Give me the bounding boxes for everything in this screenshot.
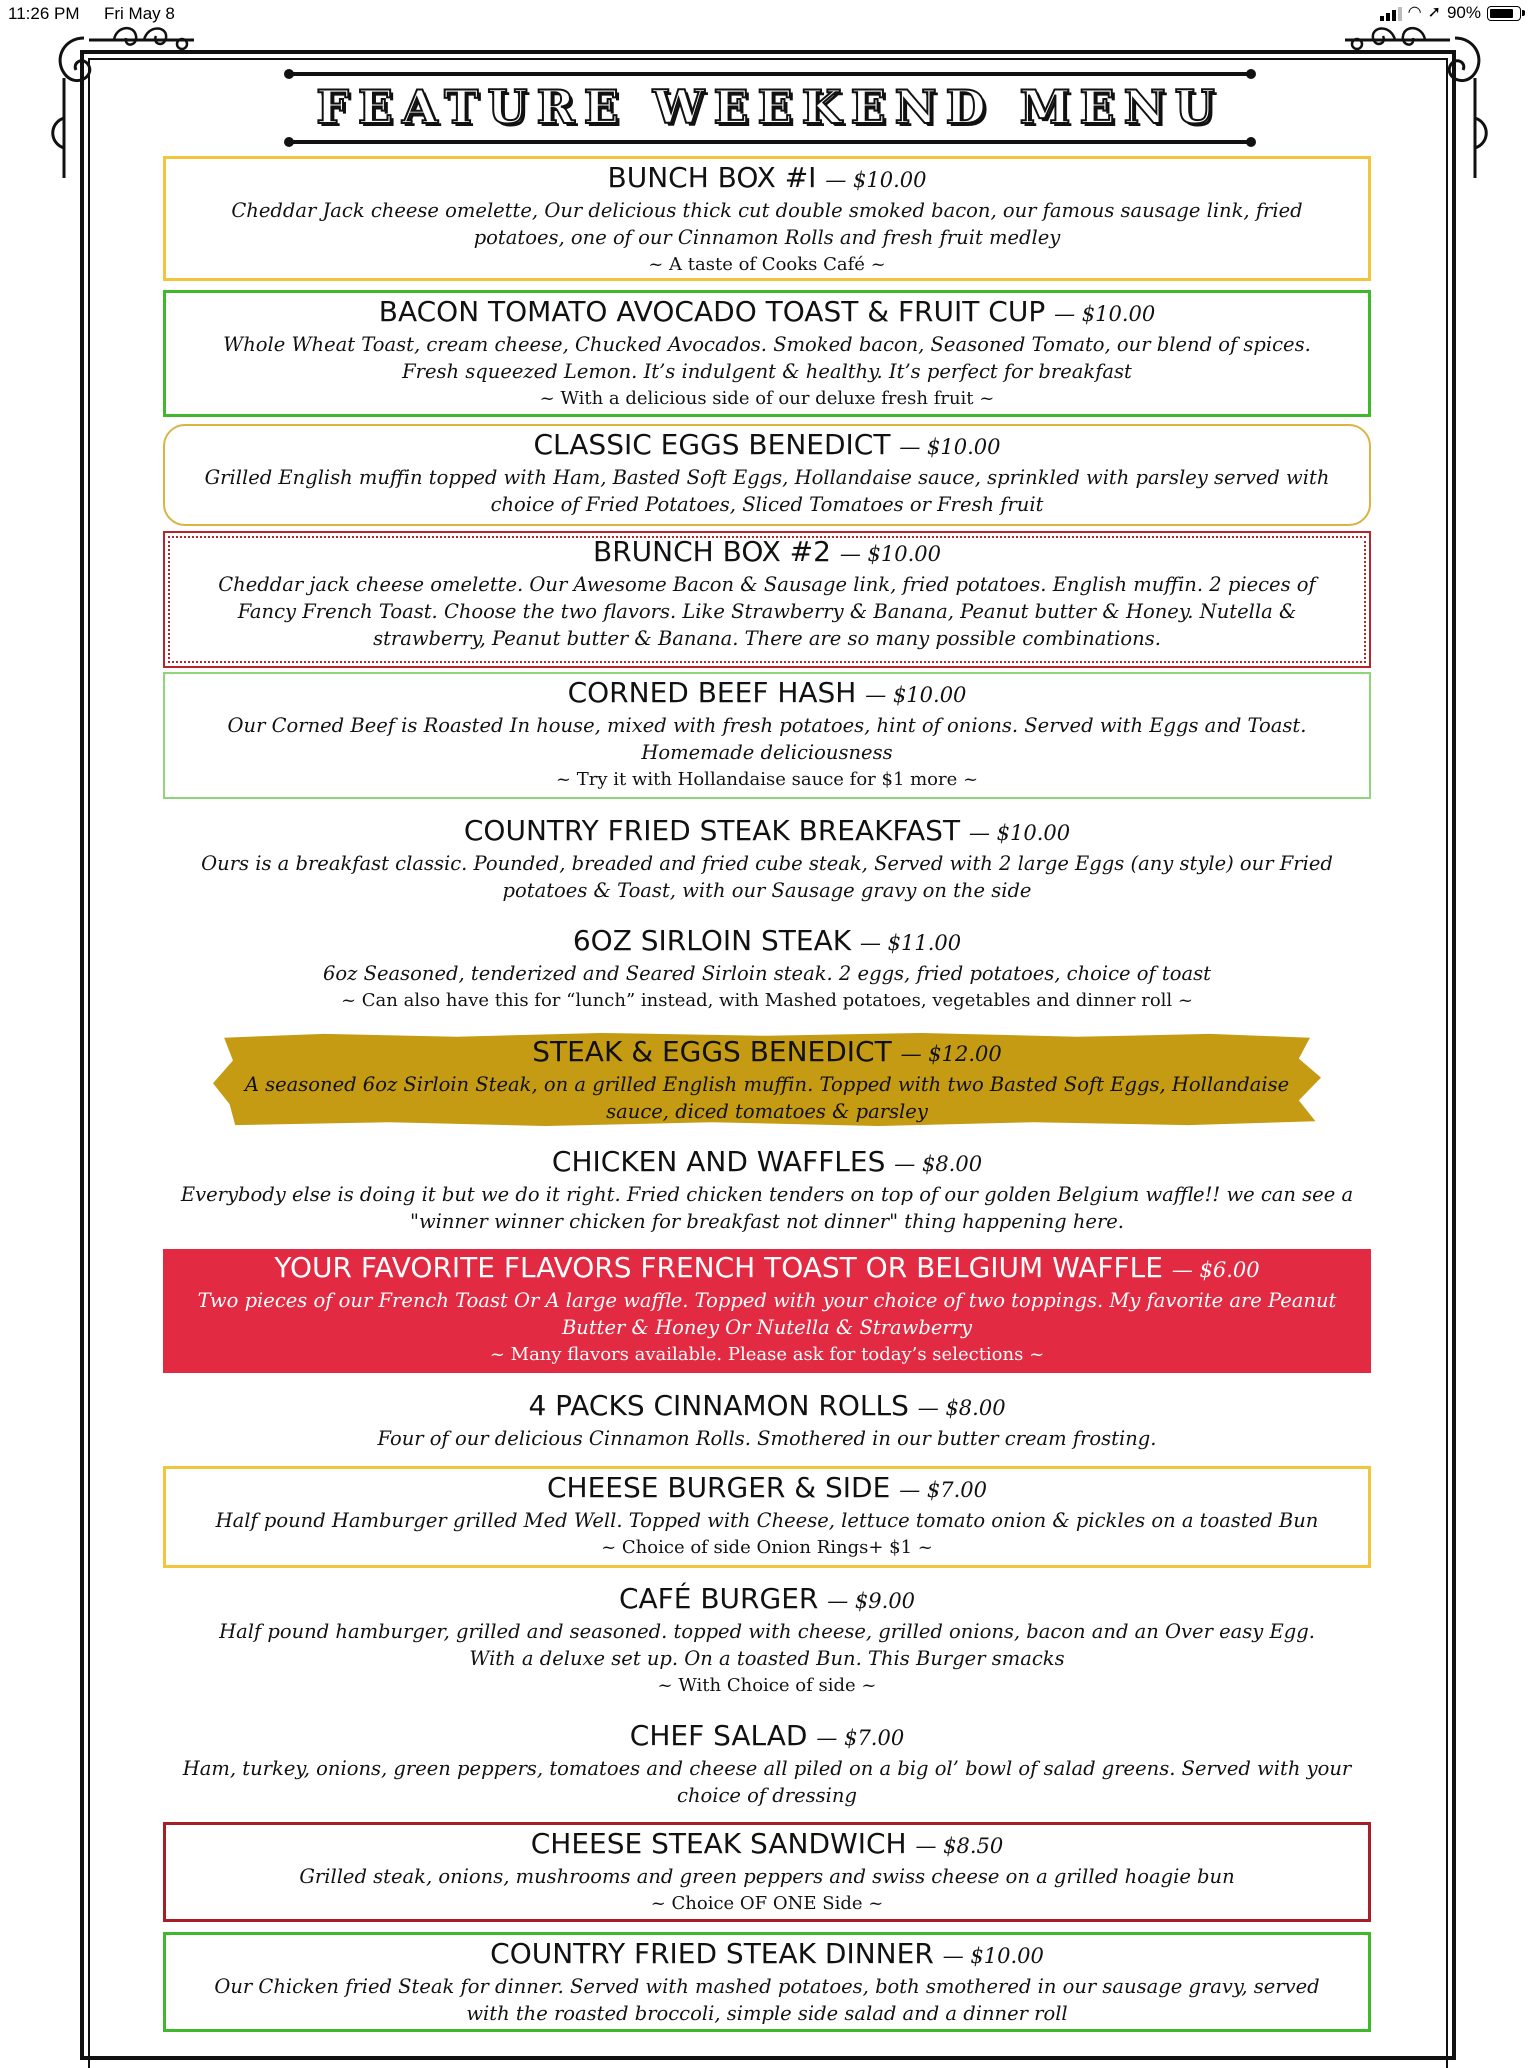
item-price: — $10.00 — [865, 683, 967, 707]
menu-item — [163, 1143, 1371, 1243]
menu-title-block — [290, 72, 1250, 146]
item-note: ~ Can also have this for “lunch” instead, with Mashed potatoes, vegetables and dinner roll ~ — [340, 990, 1193, 1011]
item-description: Ours is a breakfast classic. Pounded, breaded and fried cube steak, Served with 2 large Eggs (any style) our Fried potatoes & Toast, with our Sausage gravy on the side — [201, 852, 1333, 902]
wifi-icon: ◠ — [1407, 4, 1422, 21]
menu-item — [163, 1932, 1371, 2032]
item-description: Cheddar Jack cheese omelette, Our delicious thick cut double smoked bacon, our famous sausage link, fried potatoes, one of our Cinnamon Rolls and fresh fruit medley — [231, 199, 1303, 249]
status-date: Fri May 8 — [104, 4, 175, 23]
item-heading — [193, 814, 1341, 850]
menu-item — [163, 672, 1371, 799]
item-heading — [193, 1582, 1341, 1618]
item-name: STEAK & EGGS BENEDICT — [532, 1035, 892, 1068]
item-price: — $7.00 — [899, 1478, 987, 1502]
item-price: — $10.00 — [899, 435, 1001, 459]
menu-item — [163, 812, 1371, 908]
location-arrow-icon: ➚ — [1427, 4, 1441, 21]
item-price: — $7.00 — [816, 1726, 905, 1750]
item-price: — $8.00 — [894, 1152, 983, 1176]
item-name: 4 PACKS CINNAMON ROLLS — [528, 1389, 909, 1422]
item-description: A seasoned 6oz Sirloin Steak, on a grilled English muffin. Topped with two Basted Soft Eggs, Hollandaise sauce, diced tomatoes & parsley — [244, 1073, 1290, 1123]
item-price: — $10.00 — [825, 168, 927, 192]
item-heading — [167, 1145, 1367, 1181]
item-heading — [196, 1827, 1338, 1863]
item-price: — $6.00 — [1171, 1258, 1260, 1282]
item-name: CAFÉ BURGER — [618, 1582, 819, 1615]
item-price: — $10.00 — [839, 542, 941, 566]
menu-item — [163, 1580, 1371, 1704]
menu-item — [163, 290, 1371, 417]
item-name: CHEESE BURGER & SIDE — [547, 1471, 891, 1504]
item-description: Our Chicken fried Steak for dinner. Served with mashed potatoes, both smothered in our sausage gravy, served with the roasted broccoli, simple side salad and a dinner roll — [214, 1975, 1320, 2025]
item-description: Half pound Hamburger grilled Med Well. Topped with Cheese, lettuce tomato onion & pickles on a toasted Bun — [215, 1509, 1319, 1532]
item-note: ~ Many flavors available. Please ask for today’s selections ~ — [489, 1344, 1045, 1365]
item-description: Two pieces of our French Toast Or A large waffle. Topped with your choice of two toppings. My favorite are Peanut Butter & Honey Or Nutella & Strawberry — [197, 1289, 1337, 1339]
item-note: ~ A taste of Cooks Café ~ — [648, 254, 886, 275]
item-name: CHEF SALAD — [629, 1719, 808, 1752]
menu-item — [163, 531, 1371, 668]
item-note: ~ Choice of side Onion Rings+ $1 ~ — [601, 1537, 933, 1558]
item-heading — [196, 295, 1338, 331]
item-price: — $12.00 — [900, 1042, 1002, 1066]
item-description: Four of our delicious Cinnamon Rolls. Smothered in our butter cream frosting. — [377, 1427, 1157, 1450]
item-price: — $8.00 — [917, 1396, 1006, 1420]
item-name: CHEESE STEAK SANDWICH — [530, 1827, 907, 1860]
item-name: BACON TOMATO AVOCADO TOAST & FRUIT CUP — [378, 295, 1046, 328]
title-rule-bottom — [290, 140, 1250, 144]
item-price: — $10.00 — [968, 821, 1071, 845]
menu-item — [163, 156, 1371, 281]
item-description: Grilled English muffin topped with Ham, Basted Soft Eggs, Hollandaise sauce, sprinkled with parsley served with choice of Fried Potatoes, Sliced Tomatoes or Fresh fruit — [204, 466, 1330, 516]
item-price: — $9.00 — [827, 1589, 916, 1613]
menu-item — [163, 1249, 1371, 1373]
item-price: — $10.00 — [942, 1944, 1044, 1968]
item-description: 6oz Seasoned, tenderized and Seared Sirloin steak. 2 eggs, fried potatoes, choice of toast — [323, 962, 1211, 985]
item-heading — [195, 428, 1339, 464]
menu-item — [163, 1717, 1371, 1817]
item-heading — [196, 161, 1338, 197]
menu-title: FEATURE WEEKEND MENU — [316, 80, 1224, 134]
item-heading — [193, 924, 1341, 960]
item-heading — [195, 676, 1339, 712]
status-time: 11:26 PM — [8, 4, 80, 23]
item-heading — [196, 1471, 1338, 1507]
item-note: ~ Choice OF ONE Side ~ — [650, 1893, 884, 1914]
item-name: BRUNCH BOX #2 — [593, 535, 831, 568]
item-description: Whole Wheat Toast, cream cheese, Chucked Avocados. Smoked bacon, Seasoned Tomato, our blend of spices. Fresh squeezed Lemon. It’s indulgent & healthy. It’s perfect for breakfast — [223, 333, 1311, 383]
item-name: COUNTRY FRIED STEAK BREAKFAST — [463, 814, 961, 847]
item-name: BUNCH BOX #I — [607, 161, 817, 194]
menu-item — [163, 1033, 1371, 1129]
menu-item — [163, 1387, 1371, 1457]
item-name: 6OZ SIRLOIN STEAK — [572, 924, 852, 957]
item-description: Half pound hamburger, grilled and seasoned. topped with cheese, grilled onions, bacon and an Over easy Egg. With a deluxe set up. On a toasted Bun. This Burger smacks — [219, 1620, 1315, 1670]
item-price: — $11.00 — [860, 931, 962, 955]
item-name: CHICKEN AND WAFFLES — [551, 1145, 886, 1178]
item-name: CLASSIC EGGS BENEDICT — [533, 428, 891, 461]
item-heading — [175, 1719, 1359, 1755]
item-heading — [195, 535, 1339, 571]
item-note: ~ Try it with Hollandaise sauce for $1 more ~ — [555, 769, 979, 790]
item-description: Grilled steak, onions, mushrooms and green peppers and swiss cheese on a grilled hoagie bun — [299, 1865, 1235, 1888]
item-note: ~ With a delicious side of our deluxe fresh fruit ~ — [539, 388, 995, 409]
item-heading — [196, 1937, 1338, 1973]
item-description: Our Corned Beef is Roasted In house, mixed with fresh potatoes, hint of onions. Served with Eggs and Toast. Homemade deliciousness — [227, 714, 1307, 764]
item-note: ~ With Choice of side ~ — [657, 1675, 877, 1696]
menu-item — [163, 1822, 1371, 1922]
item-description: Cheddar jack cheese omelette. Our Awesome Bacon & Sausage link, fried potatoes. English muffin. 2 pieces of Fancy French Toast. Choose the two flavors. Like Strawberry & Banana, Peanut butter & Honey. Nutella & strawberry, Peanut butter & Banana. There are so many possible combinations. — [218, 573, 1316, 650]
battery-percent: 90% — [1446, 3, 1481, 22]
menu-item — [163, 424, 1371, 526]
item-description: Everybody else is doing it but we do it right. Fried chicken tenders on top of our golden Belgium waffle!! we can see a "winner winner chicken for breakfast not dinner" thing happening here. — [180, 1183, 1354, 1233]
item-description: Ham, turkey, onions, green peppers, tomatoes and cheese all piled on a big ol’ bowl of salad greens. Served with your choice of dressing — [182, 1757, 1352, 1807]
menu-item — [163, 1466, 1371, 1568]
item-name: YOUR FAVORITE FLAVORS FRENCH TOAST OR BELGIUM WAFFLE — [274, 1251, 1163, 1284]
item-heading — [193, 1251, 1341, 1287]
item-heading — [193, 1389, 1341, 1425]
item-price: — $10.00 — [1054, 302, 1156, 326]
item-name: CORNED BEEF HASH — [567, 676, 857, 709]
menu-item — [163, 922, 1371, 1022]
title-rule-top — [290, 72, 1250, 76]
item-name: COUNTRY FRIED STEAK DINNER — [490, 1937, 934, 1970]
status-bar — [0, 0, 1535, 28]
item-price: — $8.50 — [915, 1834, 1004, 1858]
item-heading — [215, 1035, 1319, 1071]
